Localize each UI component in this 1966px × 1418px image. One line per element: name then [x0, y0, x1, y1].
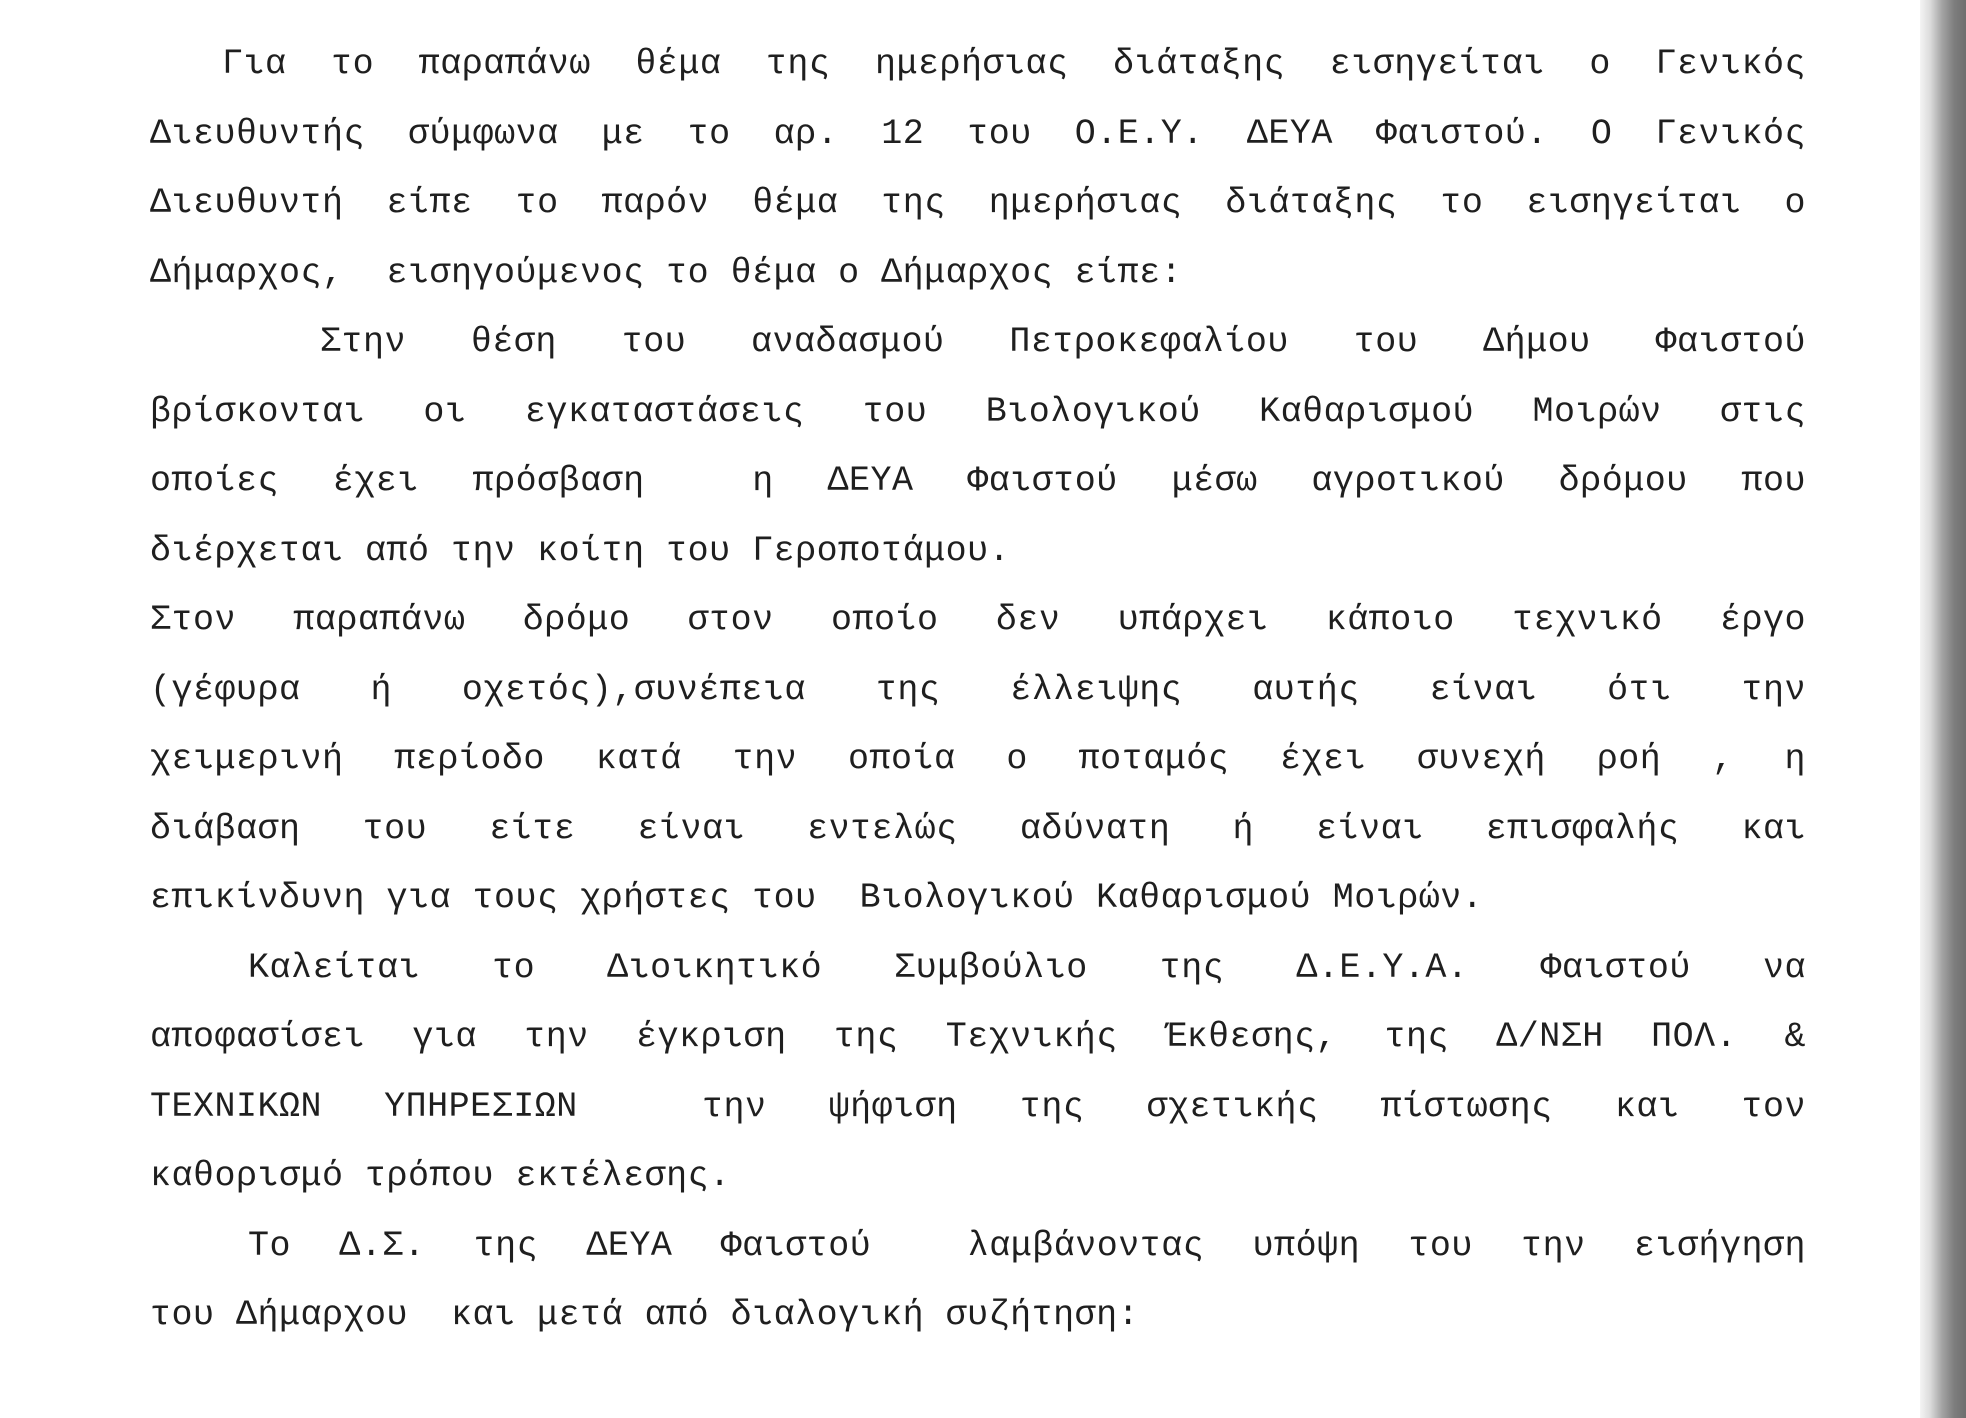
- text-line: διάβαση του είτε είναι εντελώς αδύνατη ή είναι επισφαλής και: [150, 808, 1806, 849]
- text-line: Στον παραπάνω δρόμο στον οποίο δεν υπάρχει κάποιο τεχνικό έργο: [150, 600, 1806, 640]
- text-line: χειμερινή περίοδο κατά την οποία ο ποταμός έχει συνεχή ροή , η: [150, 739, 1806, 779]
- text-line: Διευθυντής σύμφωνα με το αρ. 12 του Ο.Ε.Υ. ΔΕΥΑ Φαιστού. Ο Γενικός: [150, 113, 1806, 154]
- text-line: αποφασίσει για την έγκριση της Τεχνικής Έκθεσης, της Δ/ΝΣΗ ΠΟΛ. &: [150, 1017, 1806, 1057]
- text-line: (γέφυρα ή οχετός),συνέπεια της έλλειψης αυτής είναι ότι την: [150, 669, 1806, 710]
- document-body: [150, 30, 1806, 1351]
- text-line: οποίες έχει πρόσβαση η ΔΕΥΑ Φαιστού μέσω αγροτικού δρόμου που: [150, 461, 1806, 501]
- text-line: επικίνδυνη για τους χρήστες του Βιολογικού Καθαρισμού Μοιρών.: [150, 878, 1484, 918]
- text-line: Διευθυντή είπε το παρόν θέμα της ημερήσιας διάταξης το εισηγείται ο: [150, 183, 1806, 223]
- text-line: Καλείται το Διοικητικό Συμβούλιο της Δ.Ε.Υ.Α. Φαιστού να: [248, 947, 1806, 988]
- text-line: διέρχεται από την κοίτη του Γεροποτάμου.: [150, 530, 1011, 571]
- text-line: Δήμαρχος, εισηγούμενος το θέμα ο Δήμαρχος είπε:: [150, 252, 1183, 293]
- text-line: ΤΕΧΝΙΚΩΝ ΥΠΗΡΕΣΙΩΝ την ψήφιση της σχετικής πίστωσης και τον: [150, 1086, 1806, 1127]
- text-line: καθορισμό τρόπου εκτέλεσης.: [150, 1156, 731, 1196]
- text-line: Στην θέση του αναδασμού Πετροκεφαλίου του Δήμου Φαιστού: [320, 322, 1806, 362]
- text-line: του Δήμαρχου και μετά από διαλογική συζήτηση:: [150, 1295, 1140, 1335]
- text-line: βρίσκονται οι εγκαταστάσεις του Βιολογικού Καθαρισμού Μοιρών στις: [150, 391, 1806, 432]
- page-edge-shadow: [1920, 0, 1966, 1418]
- text-line: Για το παραπάνω θέμα της ημερήσιας διάταξης εισηγείται ο Γενικός: [222, 44, 1806, 84]
- text-line: Το Δ.Σ. της ΔΕΥΑ Φαιστού λαμβάνοντας υπόψη του την εισήγηση: [248, 1225, 1806, 1266]
